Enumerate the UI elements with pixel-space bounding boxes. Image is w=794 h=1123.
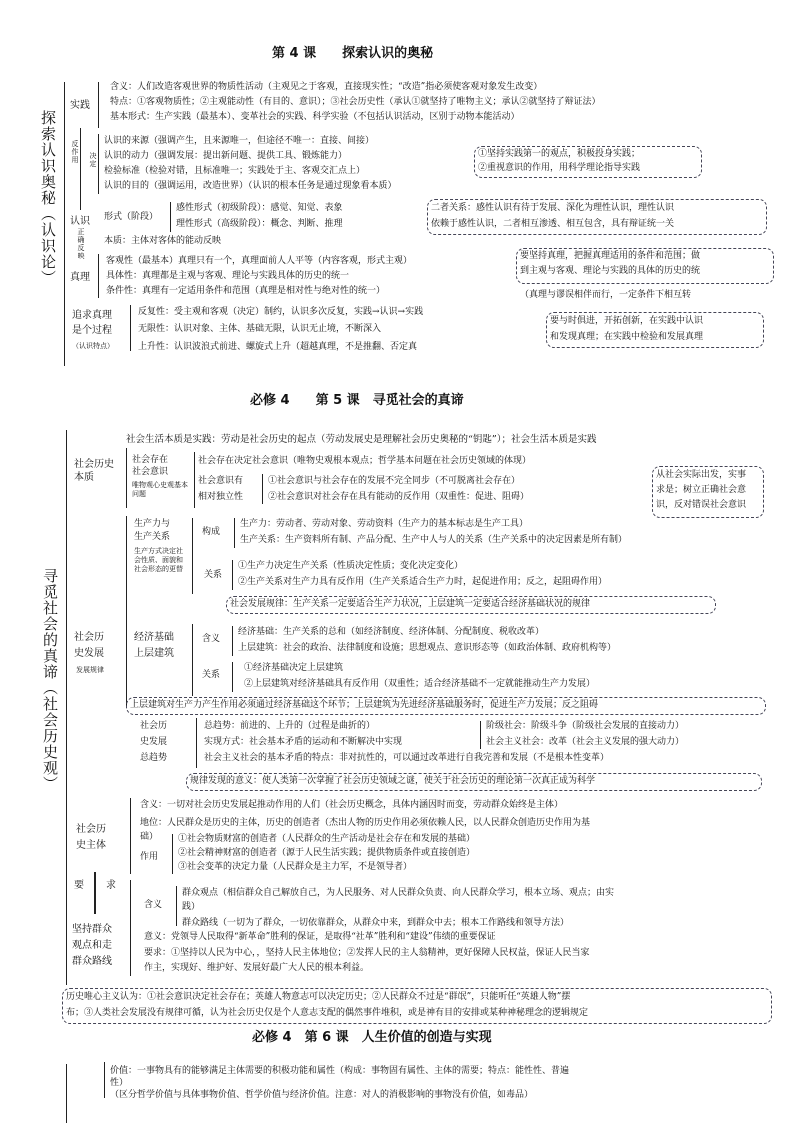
mass-label-2: 观点和走 bbox=[72, 940, 112, 951]
relation-label-1: 关系 bbox=[204, 570, 223, 580]
class-society-line: 阶级社会：阶级斗争（阶级社会发展的直接动力） bbox=[486, 721, 685, 731]
lesson4-brace bbox=[64, 82, 65, 366]
subject-status: 地位：人民群众是历史的主体，历史的创造者（杰出人物的历史作用必须依赖人民，以人民群众创造历史作用为基 bbox=[140, 818, 591, 828]
realization-line: 实现方式：社会基本矛盾的运动和不断解决中实现 bbox=[204, 737, 403, 747]
law-box-text: 社会发展规律：生产关系一定要适合生产力状况，上层建筑一定要适合经济基础状况的规律 bbox=[230, 599, 591, 609]
independence-line-1: ①社会意识与社会存在的发展不完全同步（不可脱离社会存在） bbox=[268, 476, 521, 486]
relation-brace-1 bbox=[232, 560, 233, 590]
base-decides: ①经济基础决定上层建筑 bbox=[244, 663, 344, 673]
practice-label: 实践 bbox=[70, 100, 90, 111]
lesson6-title: 必修 4 第 6 课 人生价值的创造与实现 bbox=[252, 1030, 492, 1045]
relation-box-line-1: 二者关系：感性认识有待于发展、深化为理性认识，理性认识 bbox=[431, 203, 675, 213]
productivity-label-2: 生产关系 bbox=[134, 532, 171, 542]
contradiction-line: 社会主义社会的基本矛盾的特点：非对抗性的，可以通过改革进行自我完善和发展（不是根本性变革） bbox=[204, 753, 610, 763]
composition-label: 构成 bbox=[202, 527, 221, 537]
ascending-line: 上升性：认识波浪式前进、螺旋式上升（超越真理，不是推翻、否定真 bbox=[138, 342, 418, 352]
mass-requirement-line: 要求：①坚持以人民为中心，，坚持人民主体地位；②发挥人民的主人翁精神，更好保障人民权益，保证人民当家 bbox=[144, 948, 590, 958]
superstructure-box-text: 上层建筑对生产力产生作用必须通过经济基础这个环节；上层建筑为先进经济基础服务时，促进生产力发展；反之阻碍 bbox=[130, 700, 599, 710]
subject-label-2: 史主体 bbox=[76, 840, 106, 851]
truth-concreteness: 具体性：真理都是主观与客观、理论与实践具体的历史的统一 bbox=[106, 271, 350, 281]
requirement-arrow bbox=[94, 872, 96, 914]
economic-base-line: 经济基础：生产关系的总和（如经济制度、经济体制、分配制度、税收改革） bbox=[238, 627, 545, 637]
truth-objectivity: 客观性（最基本）真理只有一个，真理面前人人平等（内容客观，形式主观） bbox=[106, 256, 413, 266]
mass-significance-line: 意义：党领导人民取得“新革命”胜利的保证，是取得“社革”胜利和“建设”伟绩的重要保证 bbox=[144, 932, 496, 942]
motive-line: 认识的动力（强调发展：提出新问题、提供工具、锻炼能力） bbox=[104, 151, 348, 161]
existence-decides: 社会存在决定社会意识（唯物史观根本观点；哲学基本问题在社会历史领域的体现） bbox=[198, 456, 532, 466]
infinity-line: 无限性：认识对象、主体、基础无限，认识无止境，不断深入 bbox=[138, 324, 382, 334]
development-label-1: 社会历 bbox=[74, 632, 104, 643]
trend-label-2: 史发展 bbox=[140, 737, 168, 747]
truth-conditionality: 条件性：真理有一定适用条件和范围（真理是相对性与绝对性的统一） bbox=[106, 286, 386, 296]
consciousness-box-line-2: 求是；树立正确社会意 bbox=[656, 485, 747, 495]
trend-label-3: 总趋势 bbox=[140, 753, 168, 763]
relation-brace bbox=[98, 134, 99, 194]
essence-brace bbox=[126, 448, 127, 508]
subject-brace bbox=[130, 798, 131, 874]
standard-line: 检验标准（检验对错，且标准唯一；实践处于主、客观交汇点上） bbox=[104, 166, 366, 176]
production-reacts: ②生产关系对生产力具有反作用（生产关系适合生产力时，起促进作用；反之，起阻碍作用） bbox=[238, 577, 608, 587]
practice-line-3: 基本形式：生产实践（最基本）、变革社会的实践、科学实验（不包括认识活动，区别于动物本能活动） bbox=[110, 112, 520, 122]
lesson4-title: 第 4 课 探索认识的奥秘 bbox=[272, 46, 434, 61]
mass-line-line: 群众路线（一切为了群众，一切依靠群众，从群众中来，到群众中去；根本工作路线和领导方法） bbox=[182, 918, 570, 928]
trend-line: 总趋势：前进的、上升的（过程是曲折的） bbox=[204, 721, 376, 731]
independence-label-2: 相对独立性 bbox=[198, 492, 244, 502]
truth-label: 真理 bbox=[70, 272, 90, 283]
existence-label-2: 社会意识 bbox=[132, 467, 169, 477]
base-brace bbox=[192, 624, 193, 696]
development-label-3: 发展规律 bbox=[76, 666, 104, 674]
consciousness-box-line-3: 识，反对错误社会意识 bbox=[656, 500, 747, 510]
requirement-char-2: 求 bbox=[106, 880, 116, 891]
production-relation-line: 生产关系：生产资料所有制、产品分配、生产中人与人的关系（生产关系中的决定因素是所有制） bbox=[240, 535, 628, 545]
decide-label: 决定 bbox=[89, 152, 97, 168]
relation-box-line-2: 依赖于感性认识，二者相互渗透、相互包含，具有辩证统一关 bbox=[431, 219, 675, 229]
mass-viewpoint-cont: 践） bbox=[182, 902, 201, 912]
mass-brace bbox=[130, 880, 131, 976]
mass-label-3: 群众路线 bbox=[72, 956, 112, 967]
correct-reflection-label: 正确反映 bbox=[77, 228, 85, 260]
mass-requirement-cont: 作主，实现好、维护好、发展好最广大人民的根本利益。 bbox=[144, 963, 370, 973]
perceptual-form: 感性形式（初级阶段）：感觉、知觉、表象 bbox=[176, 203, 343, 213]
value-note: （区分哲学价值与具体事物价值、哲学价值与经济价值。注意：对人的消极影响的事物没有价值，如毒品） bbox=[110, 1090, 534, 1100]
pursuit-label-2: 是个过程 bbox=[72, 325, 112, 336]
purpose-line: 认识的目的（强调运用，改造世界）（认识的根本任务是通过现象看本质） bbox=[104, 181, 397, 191]
material-wealth-line: ①社会物质财富的创造者（人民群众的生产活动是社会存在和发展的基础） bbox=[178, 834, 476, 844]
social-essence-label: 社会历史本质 bbox=[74, 459, 114, 483]
productivity-line: 生产力：劳动者、劳动对象、劳动资料（生产力的基本标志是生产工具） bbox=[240, 519, 529, 529]
significance-text: 规律发现的意义：使人类第一次掌握了社会历史领域之谜，使关于社会历史的理论第一次真正成为科学 bbox=[190, 776, 596, 786]
development-brace bbox=[126, 516, 127, 708]
relation-brace-2 bbox=[232, 662, 233, 692]
power-brace bbox=[480, 721, 481, 749]
productivity-label-1: 生产力与 bbox=[134, 519, 171, 529]
cognition-label: 认识 bbox=[70, 216, 90, 227]
mass-meaning-brace bbox=[176, 886, 177, 926]
social-change-line: ③社会变革的决定力量（人民群众是主力军，不是领导者） bbox=[178, 862, 413, 872]
lesson5-side-label: 寻觅社会的真谛（社会历史观） bbox=[41, 568, 59, 792]
rational-form: 理性形式（高级阶段）：概念、判断、推理 bbox=[176, 219, 343, 229]
independence-line-2: ②社会意识对社会存在具有能动的反作用（双重性：促进、阻碍） bbox=[268, 492, 530, 502]
practice-line-1: 含义：人们改造客观世界的物质性活动（主观见之于客观，直接现实性；“改造”指必须使客观对象发生改变） bbox=[110, 82, 543, 92]
subject-label-1: 社会历 bbox=[76, 824, 106, 835]
independence-label-1: 社会意识有 bbox=[198, 476, 244, 486]
subject-status-cont: 础） bbox=[140, 832, 159, 842]
productivity-decides: ①生产力决定生产关系（性质决定性质；变化决定变化） bbox=[238, 561, 464, 571]
form-brace bbox=[170, 202, 171, 232]
essence-line: 本质：主体对客体的能动反映 bbox=[104, 236, 222, 246]
value-brace bbox=[104, 1062, 105, 1098]
lesson6-brace bbox=[66, 1064, 67, 1123]
consciousness-box-line-1: 从社会实际出发，实事 bbox=[656, 470, 747, 480]
independence-brace bbox=[262, 474, 263, 504]
base-label-1: 经济基础 bbox=[134, 632, 174, 643]
practice-brace bbox=[98, 82, 99, 128]
function-label: 作用 bbox=[140, 852, 159, 862]
truth-method-line-3: （真理与谬误相伴而行，一定条件下相互转 bbox=[520, 290, 692, 300]
meaning-brace bbox=[232, 626, 233, 656]
value-definition: 价值：一事物具有的能够满足主体需要的积极功能和属性（构成：事物固有属性、主体的需要；特点：能性性、普遍 bbox=[110, 1066, 570, 1076]
development-label-2: 史发展 bbox=[74, 648, 104, 659]
lesson5-brace bbox=[66, 430, 67, 985]
innovation-line-2: 和发现真理；在实践中检验和发展真理 bbox=[550, 332, 704, 342]
truth-method-line-2: 到主观与客观、理论与实践的具体的历史的统 bbox=[520, 266, 701, 276]
repetition-line: 反复性：受主观和客观（决定）制约，认识多次反复，实践→认识→实践 bbox=[138, 307, 424, 317]
practice-essence-line: 社会生活本质是实践：劳动是社会历史的起点（劳动发展史是理解社会历史奥秘的“钥匙”）；社会生活本质是实践 bbox=[126, 434, 597, 445]
pursuit-label-3: （认识特点） bbox=[72, 342, 114, 350]
meaning-label: 含义 bbox=[202, 634, 221, 644]
arrow-line bbox=[80, 128, 81, 210]
trend-label-1: 社会历 bbox=[140, 721, 168, 731]
pursuit-brace bbox=[130, 305, 131, 351]
pursuit-label-1: 追求真理 bbox=[72, 310, 112, 321]
socialist-society-line: 社会主义社会：改革（社会主义发展的强大动力） bbox=[486, 737, 685, 747]
idealism-line-2: 布；③人类社会发展没有规律可循，认为社会历史仅是个人意志支配的偶然事件堆积，或是神有目的安排或某种神秘理念的逻辑规定 bbox=[66, 1008, 589, 1018]
mass-label-1: 坚持群众 bbox=[72, 924, 112, 935]
lesson5-title: 必修 4 第 5 课 寻觅社会的真谛 bbox=[250, 393, 464, 408]
reaction-label: 反作用 bbox=[71, 140, 79, 164]
practice-line-2: 特点：①客观物质性；②主观能动性（有目的、意识）；③社会历史性（承认①就坚持了唯物主义；承认②就坚持了辩证法） bbox=[110, 97, 601, 107]
trend-brace bbox=[196, 718, 197, 768]
production-mode-note: 生产方式决定社会性质、面貌和社会形态的更替 bbox=[134, 547, 183, 573]
lesson4-side-label: 探索认识奥秘（认识论） bbox=[39, 110, 57, 286]
composition-brace bbox=[234, 518, 235, 548]
meaning-label-2: 含义 bbox=[144, 900, 163, 910]
source-line: 认识的来源（强调产生，且来源唯一，但途径不唯一：直接、间接） bbox=[104, 136, 375, 146]
relation-label-2: 关系 bbox=[202, 670, 221, 680]
value-definition-cont: 性） bbox=[110, 1078, 129, 1088]
method-box-1-line-2: ②重视意识的作用，用科学理论指导实践 bbox=[478, 163, 641, 173]
requirement-char-1: 要 bbox=[74, 880, 84, 891]
spiritual-wealth-line: ②社会精神财富的创造者（源于人民生活实践；提供物质条件或直接创造） bbox=[178, 848, 476, 858]
idealism-line-1: 历史唯心主义认为：①社会意识决定社会存在；英雄人物意志可以决定历史；②人民群众不过是“群氓”，只能听任“英雄人物”摆 bbox=[66, 992, 571, 1002]
method-box-1-line-1: ①坚持实践第一的观点，积极投身实践； bbox=[478, 149, 641, 159]
existence-brace bbox=[194, 452, 195, 508]
existence-label-3: 唯物观心史观基本问题 bbox=[132, 481, 188, 498]
mass-viewpoint-line: 群众观点（相信群众自己解放自己，为人民服务、对人民群众负责、向人民群众学习，根本立场、观点；由实 bbox=[182, 888, 615, 898]
truth-method-line-1: 要坚持真理，把握真理适用的条件和范围；做 bbox=[520, 251, 701, 261]
truth-brace bbox=[98, 254, 99, 298]
subject-meaning: 含义：一切对社会历史发展起推动作用的人们（社会历史概念，具体内涵因时而变，劳动群众始终是主体） bbox=[140, 800, 564, 810]
innovation-line-1: 要与时俱进，开拓创新，在实践中认识 bbox=[550, 316, 704, 326]
function-brace bbox=[172, 834, 173, 874]
existence-label-1: 社会存在 bbox=[132, 455, 169, 465]
superstructure-line: 上层建筑：社会的政治、法律制度和设施；思想观点、意识形态等（如政治体制、政府机构等） bbox=[238, 643, 617, 653]
superstructure-reacts: ②上层建筑对经济基础具有反作用（双重性；适合经济基础不一定就能推动生产力发展） bbox=[244, 679, 596, 689]
base-label-2: 上层建筑 bbox=[134, 648, 174, 659]
form-label: 形式（阶段） bbox=[104, 212, 159, 222]
productivity-brace bbox=[192, 518, 193, 594]
